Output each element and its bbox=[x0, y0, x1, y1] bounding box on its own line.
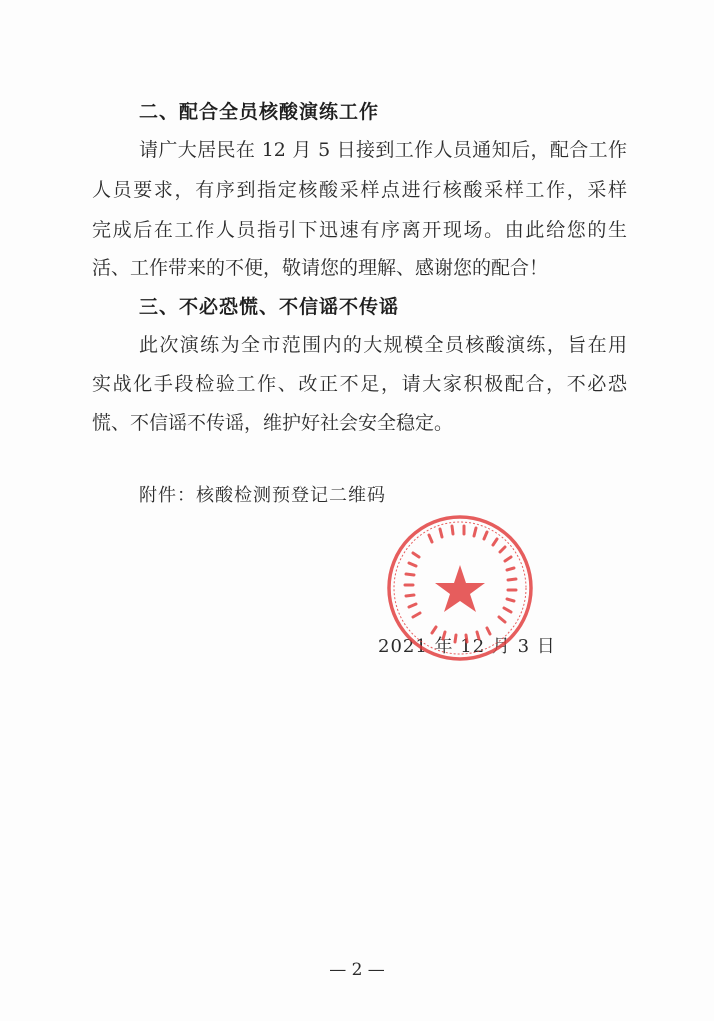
section-2-heading: 二、配合全员核酸演练工作 bbox=[139, 101, 380, 123]
section-3-heading: 三、不必恐慌、不信谣不传谣 bbox=[139, 296, 400, 318]
section-2-line-2: 人员要求，有序到指定核酸采样点进行核酸采样工作，采样 bbox=[92, 179, 627, 201]
issue-date: 2021 年 12 月 3 日 bbox=[378, 636, 556, 657]
section-2-line-3: 完成后在工作人员指引下迅速有序离开现场。由此给您的生 bbox=[92, 219, 627, 241]
section-2-line-1: 请广大居民在 12 月 5 日接到工作人员通知后，配合工作 bbox=[139, 139, 627, 161]
section-3-line-1: 此次演练为全市范围内的大规模全员核酸演练，旨在用 bbox=[139, 334, 627, 356]
page-number: — 2 — bbox=[329, 960, 385, 980]
attachment-note: 附件：核酸检测预登记二维码 bbox=[139, 485, 386, 506]
official-seal-icon bbox=[385, 513, 535, 663]
section-3-line-3: 慌、不信谣不传谣，维护好社会安全稳定。 bbox=[92, 412, 454, 434]
section-3-line-2: 实战化手段检验工作、改正不足，请大家积极配合，不必恐 bbox=[92, 373, 627, 395]
section-2-line-4: 活、工作带来的不便，敬请您的理解、感谢您的配合！ bbox=[92, 257, 549, 279]
